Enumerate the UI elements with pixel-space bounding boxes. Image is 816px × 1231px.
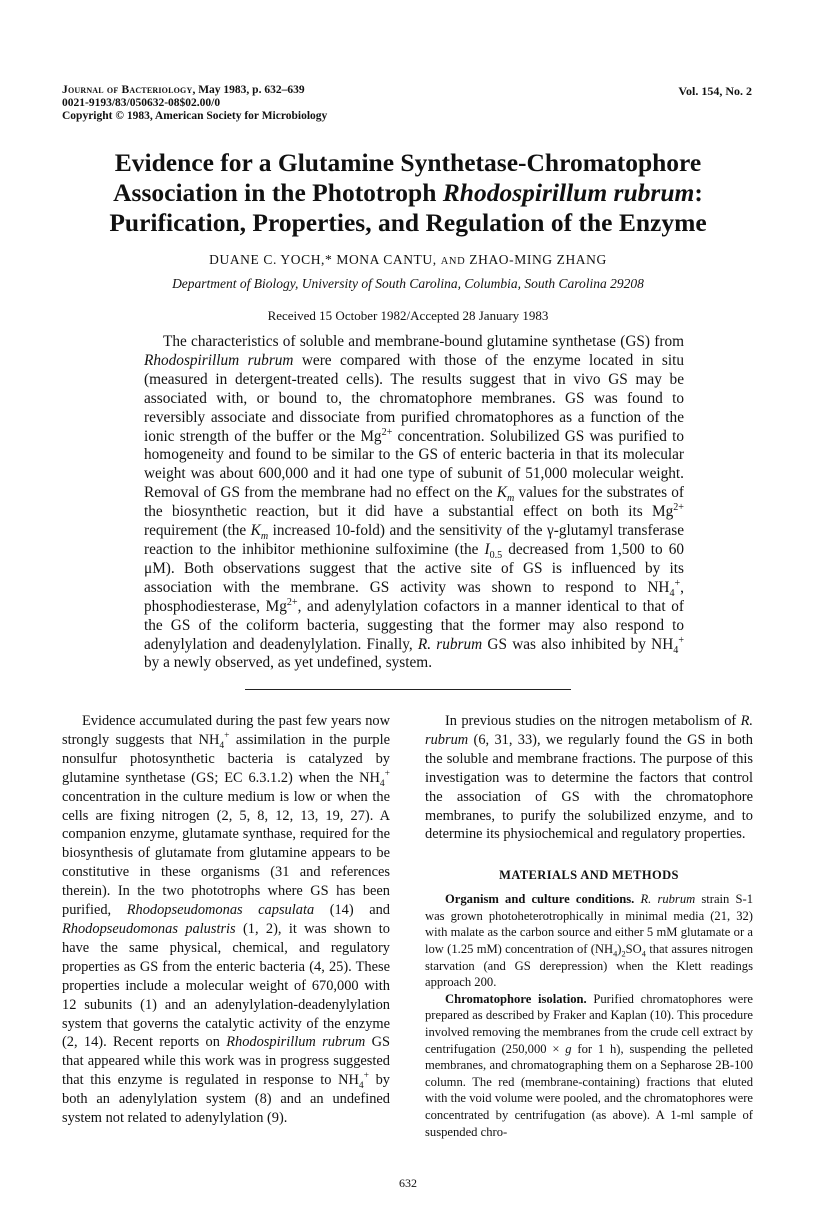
article-title xyxy=(60,148,756,238)
volume-info: Vol. 154, No. 2 xyxy=(678,84,752,98)
right-column xyxy=(425,712,753,1140)
page-number: 632 xyxy=(399,1176,417,1190)
section-heading-methods: MATERIALS AND METHODS xyxy=(499,868,679,883)
article-code: 0021-9193/83/050632-08$02.00/0 xyxy=(62,97,221,109)
methods-paragraph-chromatophore: Chromatophore isolation. Purified chromatophores were prepared as described by Fraker and Kaplan (10). This procedure involved removing the membranes from the crude cell extract by centrifugation (250,000 × g for 1 h), suspending the pelleted membranes, and chromatographing them on a Sepharose 2B-100 column. The red (membrane-containing) fractions that eluted with the void volume were pooled, and the chromatophores were concentrated by centrifugation (as above). A 1-ml sample of suspended chro- xyxy=(425,991,753,1139)
abstract-divider xyxy=(245,689,571,690)
title-line-2 xyxy=(60,178,756,208)
title-line-3: Purification, Properties, and Regulation of the Enzyme xyxy=(109,208,707,237)
author-cantu: MONA CANTU, xyxy=(336,252,437,267)
journal-name: Journal of Bacteriology xyxy=(62,84,193,96)
running-header xyxy=(62,84,482,123)
title-line-2-text: Association in the Phototroph xyxy=(113,178,443,207)
methods-section xyxy=(425,891,753,1140)
title-colon: : xyxy=(694,178,703,207)
affiliation: Department of Biology, University of South Carolina, Columbia, South Carolina 29208 xyxy=(172,276,644,291)
journal-citation xyxy=(62,84,482,97)
methods-paragraph-culture: Organism and culture conditions. R. rubrum strain S-1 was grown photoheterotrophically in minimal media (21, 32) with malate as the carbon source and either 5 mM glutamate or a low (1.25 mM) concentration of $(NH_4)_2SO_4$ that assures nitrogen starvation (and GS derepression) when the Klett readings approach 200. xyxy=(425,892,753,990)
introduction-paragraph-2: In previous studies on the nitrogen metabolism of R. rubrum (6, 31, 33), we regularly found the GS in both the soluble and membrane fractions. The purpose of this investigation was to determine the factors that control the association of GS with the chromatophore membranes, to purify the solubilized enzyme, and to determine its physiochemical and regulatory properties. xyxy=(425,713,753,843)
title-organism: Rhodospirillum rubrum xyxy=(442,178,695,207)
author-conjunction: AND xyxy=(440,256,466,267)
received-dates: Received 15 October 1982/Accepted 28 January 1983 xyxy=(267,308,549,323)
introduction-paragraph-1: Evidence accumulated during the past few years now strongly suggests that $NH_4^+$ assimilation in the purple nonsulfur photosynthetic bacteria is catalyzed by glutamine synthetase (GS; EC 6.3.1.2) when the $NH_4^+$ concentration in the culture medium is low or when the cells are fixing nitrogen (2, 5, 8, 12, 13, 19, 27). A companion enzyme, glutamate synthase, required for the biosynthesis of glutamate from glutamine appears to be constitutive in these organisms (31 and references therein). In the two phototrophs where GS has been purified, Rhodopseudomonas capsulata (14) and Rhodopseudomonas palustris (1, 2), it was shown to have the same physical, chemical, and regulatory properties as GS from the enteric bacteria (4, 25). These properties include a molecular weight of 670,000 with 12 subunits (1) and an adenylylation-deadenylylation system that governs the catalytic activity of the enzyme (2, 14). Recent reports on Rhodospirillum rubrum GS that appeared while this work was in progress suggested that this enzyme is regulated in response to $NH_4^+$ by both an adenylylation system (8) and an undefined system not related to adenylylation (9). xyxy=(62,713,390,1127)
copyright-line: Copyright © 1983, American Society for Microbiology xyxy=(62,110,328,122)
author-yoch: DUANE C. YOCH,* xyxy=(209,252,333,267)
abstract xyxy=(144,333,684,673)
left-column xyxy=(62,712,390,1128)
author-zhang: ZHAO-MING ZHANG xyxy=(469,252,607,267)
issue-info: , May 1983, p. 632–639 xyxy=(192,84,305,96)
abstract-paragraph: The characteristics of soluble and membrane-bound glutamine synthetase (GS) from Rhodospirillum rubrum were compared with those of the enzyme located in situ (measured in detergent-treated cells). The results suggest that in vivo GS may be associated with, or bound to, the chromatophore membranes. GS was found to reversibly associate and dissociate from purified chromatophores as a function of the ionic strength of the buffer or the $Mg^{2+}$ concentration. Solubilized GS was purified to homogeneity and found to be similar to the GS of enteric bacteria in that its molecular weight was about 600,000 and it had one type of subunit of 51,000 molecular weight. Removal of GS from the membrane had no effect on the $K_m$ values for the substrates of the biosynthetic reaction, but it did have a substantial effect on both its $Mg^{2+}$ requirement (the $K_m$ increased 10-fold) and the sensitivity of the γ-glutamyl transferase reaction to the inhibitor methionine sulfoximine (the $I_{0.5}$ decreased from 1,500 to 60 μM). Both observations suggest that the active site of GS is influenced by its association with the membrane. GS activity was shown to respond to $NH_4^+$, phosphodiesterase, $Mg^{2+}$, and adenylylation cofactors in a manner identical to that of the GS of the coliform bacteria, suggesting that the former may also respond to adenylylation and deadenylylation. Finally, R. rubrum GS was also inhibited by $NH_4^+$ by a newly observed, as yet undefined, system. xyxy=(144,333,685,672)
author-list xyxy=(60,252,756,268)
title-line-1: Evidence for a Glutamine Synthetase-Chromatophore xyxy=(114,148,702,177)
